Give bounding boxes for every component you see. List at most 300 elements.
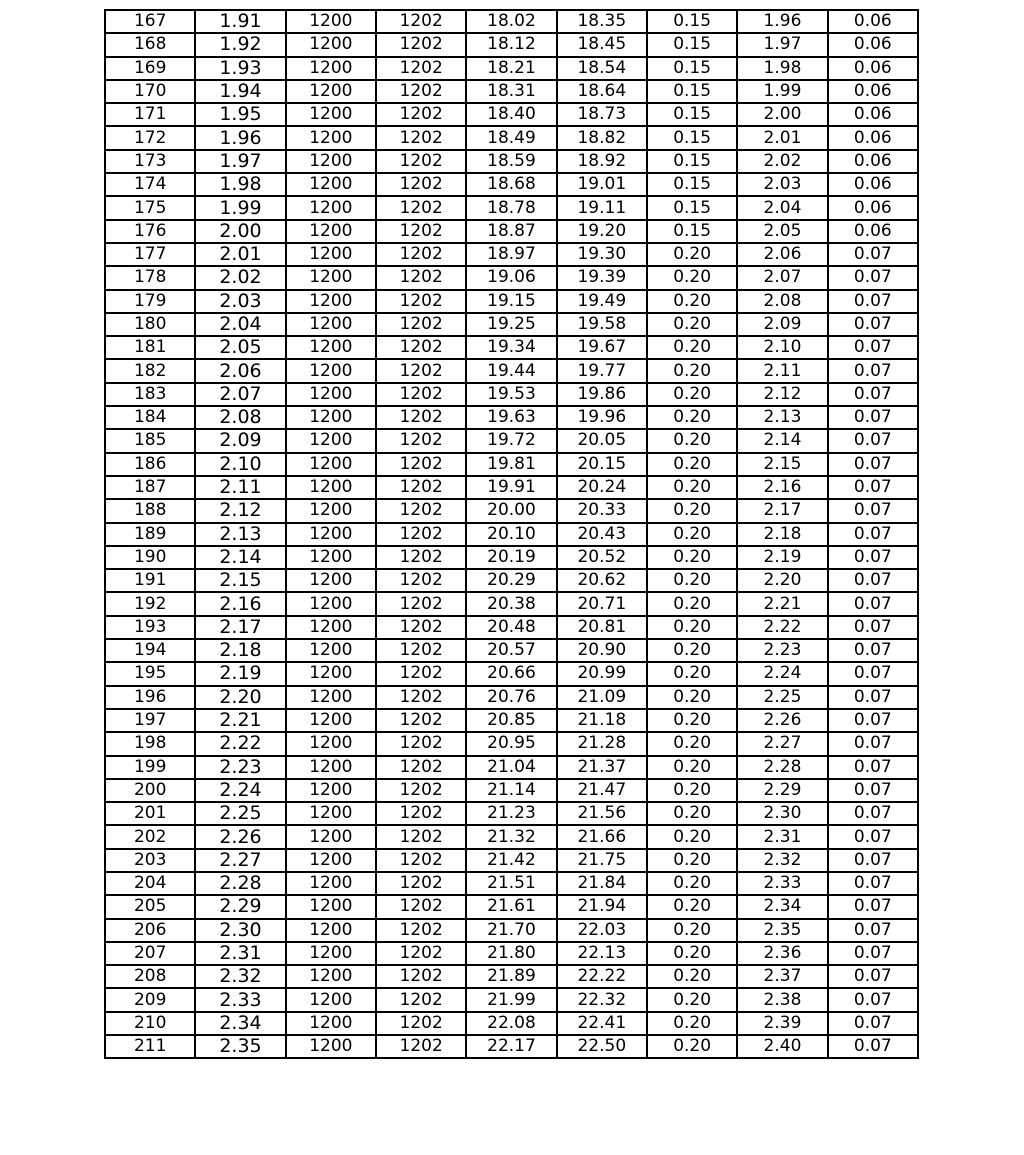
table-cell: 2.21: [737, 592, 827, 615]
table-cell: 18.21: [466, 57, 556, 80]
table-cell: 1.99: [195, 196, 285, 219]
table-cell: 1.92: [195, 33, 285, 56]
table-cell: 2.25: [737, 686, 827, 709]
table-cell: 0.06: [828, 57, 918, 80]
table-cell: 2.29: [195, 895, 285, 918]
table-cell: 20.76: [466, 686, 556, 709]
table-row: [105, 126, 918, 149]
table-cell: 195: [105, 662, 195, 685]
table-row: [105, 10, 918, 33]
table-cell: 21.42: [466, 849, 556, 872]
table-cell: 1200: [286, 406, 376, 429]
table-cell: 20.71: [557, 592, 647, 615]
table-cell: 20.05: [557, 429, 647, 452]
table-cell: 1.98: [195, 173, 285, 196]
table-cell: 0.20: [647, 336, 737, 359]
table-cell: 1202: [376, 499, 466, 522]
table-row: [105, 499, 918, 522]
table-cell: 21.56: [557, 802, 647, 825]
table-cell: 20.99: [557, 662, 647, 685]
table-cell: 2.06: [195, 359, 285, 382]
table-cell: 2.22: [737, 616, 827, 639]
table-cell: 182: [105, 359, 195, 382]
table-cell: 1200: [286, 336, 376, 359]
table-cell: 0.07: [828, 988, 918, 1011]
table-cell: 2.28: [737, 756, 827, 779]
table-cell: 21.94: [557, 895, 647, 918]
table-cell: 1200: [286, 988, 376, 1011]
table-cell: 20.24: [557, 476, 647, 499]
table-row: [105, 1012, 918, 1035]
table-cell: 0.20: [647, 290, 737, 313]
table-cell: 2.20: [737, 569, 827, 592]
table-cell: 18.82: [557, 126, 647, 149]
table-cell: 1200: [286, 80, 376, 103]
table-cell: 2.07: [195, 383, 285, 406]
table-cell: 1200: [286, 57, 376, 80]
table-cell: 19.77: [557, 359, 647, 382]
table-cell: 21.51: [466, 872, 556, 895]
table-cell: 0.15: [647, 80, 737, 103]
table-cell: 2.03: [737, 173, 827, 196]
table-cell: 2.12: [195, 499, 285, 522]
table-cell: 1200: [286, 569, 376, 592]
table-cell: 0.06: [828, 126, 918, 149]
table-cell: 21.04: [466, 756, 556, 779]
table-cell: 169: [105, 57, 195, 80]
table-cell: 0.06: [828, 173, 918, 196]
table-cell: 176: [105, 220, 195, 243]
table-cell: 2.12: [737, 383, 827, 406]
table-cell: 0.07: [828, 942, 918, 965]
table-row: [105, 895, 918, 918]
table-row: [105, 825, 918, 848]
table-cell: 171: [105, 103, 195, 126]
table-cell: 0.20: [647, 709, 737, 732]
table-cell: 2.40: [737, 1035, 827, 1058]
table-cell: 18.02: [466, 10, 556, 33]
table-cell: 0.07: [828, 523, 918, 546]
table-row: [105, 942, 918, 965]
table-cell: 21.84: [557, 872, 647, 895]
table-cell: 0.20: [647, 919, 737, 942]
table-cell: 0.20: [647, 872, 737, 895]
table-cell: 2.07: [737, 266, 827, 289]
table-cell: 20.62: [557, 569, 647, 592]
table-cell: 22.50: [557, 1035, 647, 1058]
table-cell: 0.15: [647, 173, 737, 196]
table-cell: 181: [105, 336, 195, 359]
table-cell: 0.07: [828, 1012, 918, 1035]
table-cell: 1200: [286, 126, 376, 149]
table-cell: 0.07: [828, 709, 918, 732]
table-row: [105, 406, 918, 429]
table-cell: 0.07: [828, 756, 918, 779]
table-row: [105, 150, 918, 173]
table-cell: 175: [105, 196, 195, 219]
table-cell: 0.07: [828, 779, 918, 802]
table-cell: 2.33: [195, 988, 285, 1011]
table-cell: 196: [105, 686, 195, 709]
table-cell: 0.15: [647, 103, 737, 126]
table-cell: 1202: [376, 103, 466, 126]
table-row: [105, 802, 918, 825]
table-cell: 1200: [286, 1035, 376, 1058]
table-cell: 2.23: [195, 756, 285, 779]
table-cell: 0.20: [647, 849, 737, 872]
table-cell: 1200: [286, 499, 376, 522]
table-cell: 199: [105, 756, 195, 779]
table-cell: 1200: [286, 476, 376, 499]
table-cell: 1200: [286, 103, 376, 126]
table-cell: 2.36: [737, 942, 827, 965]
table-cell: 18.92: [557, 150, 647, 173]
table-cell: 0.06: [828, 33, 918, 56]
table-cell: 2.06: [737, 243, 827, 266]
table-row: [105, 476, 918, 499]
table-cell: 21.75: [557, 849, 647, 872]
table-cell: 1202: [376, 1035, 466, 1058]
table-cell: 1200: [286, 220, 376, 243]
table-cell: 0.07: [828, 639, 918, 662]
table-cell: 0.06: [828, 10, 918, 33]
table-cell: 211: [105, 1035, 195, 1058]
table-cell: 1.91: [195, 10, 285, 33]
table-cell: 2.15: [737, 453, 827, 476]
table-cell: 2.00: [737, 103, 827, 126]
table-cell: 2.25: [195, 802, 285, 825]
table-cell: 0.07: [828, 825, 918, 848]
table-cell: 0.07: [828, 406, 918, 429]
table-cell: 19.34: [466, 336, 556, 359]
table-cell: 190: [105, 546, 195, 569]
table-cell: 1202: [376, 639, 466, 662]
table-cell: 170: [105, 80, 195, 103]
table-cell: 1202: [376, 872, 466, 895]
table-cell: 1202: [376, 965, 466, 988]
table-cell: 193: [105, 616, 195, 639]
table-row: [105, 220, 918, 243]
table-cell: 1202: [376, 686, 466, 709]
table-cell: 21.14: [466, 779, 556, 802]
table-cell: 0.20: [647, 569, 737, 592]
table-cell: 2.20: [195, 686, 285, 709]
table-cell: 2.24: [195, 779, 285, 802]
table-row: [105, 336, 918, 359]
table-row: [105, 429, 918, 452]
table-cell: 2.39: [737, 1012, 827, 1035]
table-cell: 2.00: [195, 220, 285, 243]
table-cell: 21.89: [466, 965, 556, 988]
table-row: [105, 80, 918, 103]
table-cell: 1202: [376, 429, 466, 452]
table-cell: 1202: [376, 732, 466, 755]
table-cell: 1202: [376, 57, 466, 80]
table-cell: 1202: [376, 173, 466, 196]
table-cell: 203: [105, 849, 195, 872]
table-cell: 2.27: [195, 849, 285, 872]
table-cell: 0.07: [828, 313, 918, 336]
table-cell: 2.16: [737, 476, 827, 499]
table-cell: 0.07: [828, 1035, 918, 1058]
table-row: [105, 988, 918, 1011]
table-cell: 1200: [286, 919, 376, 942]
table-cell: 20.38: [466, 592, 556, 615]
table-cell: 19.53: [466, 383, 556, 406]
table-cell: 2.13: [737, 406, 827, 429]
table-cell: 1200: [286, 639, 376, 662]
table-cell: 1202: [376, 849, 466, 872]
table-row: [105, 709, 918, 732]
table-cell: 2.10: [737, 336, 827, 359]
table-cell: 202: [105, 825, 195, 848]
table-cell: 18.35: [557, 10, 647, 33]
table-cell: 19.25: [466, 313, 556, 336]
table-cell: 19.15: [466, 290, 556, 313]
table-cell: 0.20: [647, 523, 737, 546]
table-cell: 0.20: [647, 429, 737, 452]
table-cell: 2.04: [737, 196, 827, 219]
table-cell: 2.24: [737, 662, 827, 685]
table-cell: 19.39: [557, 266, 647, 289]
table-cell: 0.20: [647, 895, 737, 918]
table-cell: 0.07: [828, 662, 918, 685]
table-cell: 18.87: [466, 220, 556, 243]
table-cell: 180: [105, 313, 195, 336]
table-cell: 0.07: [828, 499, 918, 522]
table-cell: 19.06: [466, 266, 556, 289]
table-cell: 0.07: [828, 290, 918, 313]
table-cell: 1.95: [195, 103, 285, 126]
table-cell: 19.67: [557, 336, 647, 359]
table-cell: 0.15: [647, 196, 737, 219]
table-cell: 178: [105, 266, 195, 289]
table-cell: 18.68: [466, 173, 556, 196]
table-cell: 2.14: [195, 546, 285, 569]
table-cell: 0.07: [828, 453, 918, 476]
table-cell: 2.17: [195, 616, 285, 639]
table-cell: 18.45: [557, 33, 647, 56]
table-cell: 1202: [376, 243, 466, 266]
table-cell: 20.52: [557, 546, 647, 569]
table-row: [105, 57, 918, 80]
table-cell: 20.29: [466, 569, 556, 592]
table-cell: 205: [105, 895, 195, 918]
table-cell: 2.17: [737, 499, 827, 522]
table-cell: 2.26: [737, 709, 827, 732]
table-cell: 0.20: [647, 965, 737, 988]
table-cell: 20.81: [557, 616, 647, 639]
table-cell: 191: [105, 569, 195, 592]
table-cell: 19.96: [557, 406, 647, 429]
table-cell: 1200: [286, 592, 376, 615]
table-cell: 1202: [376, 825, 466, 848]
table-cell: 0.07: [828, 872, 918, 895]
table-cell: 20.90: [557, 639, 647, 662]
table-cell: 208: [105, 965, 195, 988]
table-row: [105, 662, 918, 685]
table-cell: 18.54: [557, 57, 647, 80]
table-row: [105, 756, 918, 779]
table-cell: 2.01: [195, 243, 285, 266]
table-cell: 0.07: [828, 546, 918, 569]
data-table: [104, 9, 919, 1059]
table-cell: 1202: [376, 10, 466, 33]
table-cell: 1202: [376, 1012, 466, 1035]
table-cell: 18.49: [466, 126, 556, 149]
table-row: [105, 732, 918, 755]
table-cell: 2.09: [737, 313, 827, 336]
table-cell: 1200: [286, 779, 376, 802]
table-cell: 2.04: [195, 313, 285, 336]
table-cell: 0.20: [647, 639, 737, 662]
table-cell: 1.94: [195, 80, 285, 103]
table-row: [105, 453, 918, 476]
table-cell: 0.20: [647, 825, 737, 848]
table-cell: 1200: [286, 965, 376, 988]
table-cell: 1200: [286, 732, 376, 755]
table-cell: 1202: [376, 313, 466, 336]
table-cell: 1202: [376, 126, 466, 149]
table-cell: 18.64: [557, 80, 647, 103]
table-cell: 22.03: [557, 919, 647, 942]
table-cell: 18.59: [466, 150, 556, 173]
table-cell: 20.48: [466, 616, 556, 639]
table-cell: 22.17: [466, 1035, 556, 1058]
table-cell: 1200: [286, 429, 376, 452]
table-cell: 2.30: [737, 802, 827, 825]
table-cell: 18.73: [557, 103, 647, 126]
table-cell: 1200: [286, 150, 376, 173]
table-cell: 2.01: [737, 126, 827, 149]
table-cell: 1200: [286, 33, 376, 56]
table-row: [105, 313, 918, 336]
table-cell: 1200: [286, 756, 376, 779]
table-cell: 21.28: [557, 732, 647, 755]
table-cell: 198: [105, 732, 195, 755]
table-cell: 172: [105, 126, 195, 149]
table-cell: 19.01: [557, 173, 647, 196]
table-cell: 20.85: [466, 709, 556, 732]
table-cell: 204: [105, 872, 195, 895]
table-cell: 19.86: [557, 383, 647, 406]
table-cell: 1202: [376, 779, 466, 802]
table-row: [105, 616, 918, 639]
table-cell: 22.32: [557, 988, 647, 1011]
table-cell: 2.11: [195, 476, 285, 499]
table-cell: 0.20: [647, 756, 737, 779]
table-row: [105, 965, 918, 988]
table-cell: 1202: [376, 616, 466, 639]
table-cell: 1200: [286, 616, 376, 639]
table-cell: 2.19: [737, 546, 827, 569]
table-cell: 0.20: [647, 802, 737, 825]
table-cell: 18.12: [466, 33, 556, 56]
table-cell: 0.07: [828, 476, 918, 499]
table-cell: 21.61: [466, 895, 556, 918]
table-cell: 0.20: [647, 779, 737, 802]
table-cell: 20.95: [466, 732, 556, 755]
table-cell: 2.05: [737, 220, 827, 243]
table-cell: 2.19: [195, 662, 285, 685]
table-row: [105, 639, 918, 662]
table-row: [105, 290, 918, 313]
table-cell: 0.20: [647, 359, 737, 382]
table-cell: 20.43: [557, 523, 647, 546]
table-cell: 21.66: [557, 825, 647, 848]
table-cell: 2.34: [737, 895, 827, 918]
table-cell: 174: [105, 173, 195, 196]
table-cell: 1202: [376, 662, 466, 685]
table-cell: 187: [105, 476, 195, 499]
table-cell: 1200: [286, 1012, 376, 1035]
table-cell: 18.78: [466, 196, 556, 219]
table-cell: 2.03: [195, 290, 285, 313]
table-cell: 22.41: [557, 1012, 647, 1035]
table-cell: 0.07: [828, 359, 918, 382]
table-cell: 0.20: [647, 453, 737, 476]
table-cell: 0.20: [647, 592, 737, 615]
table-cell: 1200: [286, 709, 376, 732]
table-cell: 1200: [286, 686, 376, 709]
table-cell: 19.20: [557, 220, 647, 243]
table-cell: 2.35: [737, 919, 827, 942]
table-cell: 20.57: [466, 639, 556, 662]
table-cell: 201: [105, 802, 195, 825]
table-cell: 0.07: [828, 383, 918, 406]
table-cell: 22.13: [557, 942, 647, 965]
table-cell: 2.09: [195, 429, 285, 452]
table-cell: 0.06: [828, 150, 918, 173]
table-cell: 2.31: [195, 942, 285, 965]
table-cell: 1200: [286, 313, 376, 336]
table-cell: 0.20: [647, 383, 737, 406]
table-cell: 1.93: [195, 57, 285, 80]
table-cell: 20.33: [557, 499, 647, 522]
table-row: [105, 266, 918, 289]
table-cell: 2.27: [737, 732, 827, 755]
table-cell: 2.22: [195, 732, 285, 755]
table-cell: 2.02: [737, 150, 827, 173]
table-cell: 19.49: [557, 290, 647, 313]
table-cell: 207: [105, 942, 195, 965]
table-cell: 0.07: [828, 919, 918, 942]
table-cell: 0.06: [828, 80, 918, 103]
table-cell: 2.34: [195, 1012, 285, 1035]
table-cell: 1202: [376, 336, 466, 359]
table-cell: 2.32: [195, 965, 285, 988]
table-cell: 1202: [376, 523, 466, 546]
table-cell: 2.26: [195, 825, 285, 848]
table-cell: 21.37: [557, 756, 647, 779]
table-cell: 19.44: [466, 359, 556, 382]
table-cell: 188: [105, 499, 195, 522]
table-cell: 0.15: [647, 150, 737, 173]
table-cell: 1202: [376, 569, 466, 592]
table-row: [105, 919, 918, 942]
table-cell: 1202: [376, 546, 466, 569]
table-cell: 20.19: [466, 546, 556, 569]
table-cell: 0.07: [828, 965, 918, 988]
table-cell: 1200: [286, 243, 376, 266]
table-cell: 1200: [286, 359, 376, 382]
table-row: [105, 1035, 918, 1058]
table-cell: 2.15: [195, 569, 285, 592]
table-cell: 1202: [376, 802, 466, 825]
table-cell: 194: [105, 639, 195, 662]
table-cell: 0.07: [828, 429, 918, 452]
table-cell: 0.20: [647, 313, 737, 336]
